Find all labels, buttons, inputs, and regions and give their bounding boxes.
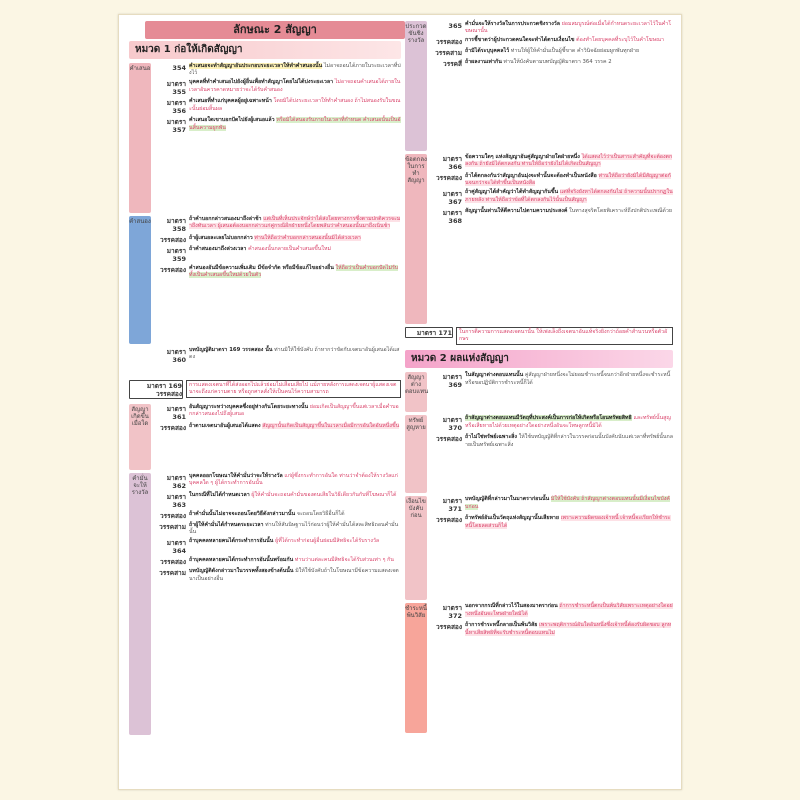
article-text: คู่สัญญาฝ่ายหนึ่งจะไม่ยอมชำระหนี้จนกว่าอีกฝ่ายหนึ่งจะชำระหนี้ หรือขอปฏิบัติการชำระหนี้ก็ได้ <box>465 372 671 386</box>
article-lead: ในสัญญาต่างตอบแทนนั้น <box>465 372 524 379</box>
article-label: มาตรา 362 <box>166 474 186 490</box>
article-row <box>430 37 673 46</box>
article-lead: ถ้าคำมั่นนั้นไม่อาจจะถอนโดยวิธีดังกล่าวมานั้น <box>189 511 296 517</box>
article-label: มาตรา 360 <box>166 348 186 364</box>
article-row <box>154 246 401 263</box>
section-loss <box>405 415 673 493</box>
section-condition <box>405 496 673 600</box>
article-lead: ถ้าสัญญาต่างตอบแทนมีวัตถุที่ประสงค์เป็นการก่อให้เกิดหรือโอนทรัพยสิทธิ <box>465 415 632 422</box>
article-row <box>430 434 673 448</box>
article-row <box>430 372 673 389</box>
section-contest <box>405 21 673 151</box>
article-text: ให้เพ่งเล็งถึงเจตนาอันแท้จริงยิ่งกว่าถ้อยคำสำนวนหรือตัวอักษร <box>459 329 668 343</box>
section-impossible <box>405 603 673 733</box>
right-column <box>405 21 673 736</box>
article-row <box>154 63 401 77</box>
article-lead: ถ้าบุคคลหลายคนได้กระทำการอันนั้นพร้อมกัน <box>189 557 294 564</box>
section-tab <box>129 347 151 377</box>
article-text: ท่านให้ถือว่ายังมิได้มีสัญญาต่อกันจนกว่าจะได้ทำขึ้นเป็นหนังสือ <box>465 173 671 187</box>
article-lead: บทบัญญัติมาตรา 169 วรรคสอง นั้น <box>189 347 273 353</box>
article-lead: ถ้าตามเจตนาอันผู้เสนอได้แสดง <box>189 423 261 429</box>
section-contract-formed <box>129 404 401 470</box>
article-text: ผู้ให้คำมั่นจะถอนคำมั่นของตนเสียในวิธีเดียวกันกับที่โฆษณาก็ได้ <box>251 492 397 498</box>
article-row <box>430 496 673 513</box>
article-text: ได้แสดงไว้ว่าเป็นสาระสำคัญที่จะต้องตกลงกัน ถ้ายังมิได้ตกลงกัน ท่านให้ถือว่ายังไม่ได้เกิดเป็นสัญญา <box>465 154 673 168</box>
article-row <box>154 216 401 233</box>
section-agreement <box>405 154 673 324</box>
article-lead: ถ้าได้ตกลงกันว่าสัญญาอันมุ่งจะทำนั้นจะต้องทำเป็นหนังสือ <box>465 173 597 179</box>
section-tab <box>405 21 427 151</box>
article-text: ท่านมิให้ใช้บังคับ ถ้าหากว่าขัดกับเจตนาอันผู้เสนอได้แสดง <box>189 347 400 361</box>
section-tab <box>405 154 427 324</box>
section-offer <box>129 63 401 213</box>
article-row <box>430 173 673 187</box>
article-lead: คำเสนอที่ทำแก่บุคคลผู้อยู่เฉพาะหน้า <box>189 98 272 105</box>
article-row <box>430 21 673 35</box>
article-row <box>154 538 401 555</box>
section-tab <box>405 415 427 493</box>
article-lead: บุคคลออกโฆษณาให้คำมั่นว่าจะให้รางวัล <box>189 473 283 479</box>
article-row <box>154 557 401 566</box>
article-row <box>154 511 401 520</box>
article-lead: ข้อความใดๆ แห่งสัญญาอันคู่สัญญาฝ่ายใดฝ่ายหนึ่ง <box>465 154 580 160</box>
article-lead: บุคคลที่ทำคำเสนอไปยังผู้อื่นเพื่อทำสัญญาโดยไม่ได้บ่งระยะเวลา <box>189 79 334 86</box>
article-lead: คำสนองอันมีข้อความเพิ่มเติม มีข้อจำกัด หรือมีข้อแก้ไขอย่างอื่น <box>189 265 334 271</box>
article-row <box>430 515 673 529</box>
article-text: ให้ถือว่าเป็นคำบอกปัดไม่รับ ทั้งเป็นคำเสนอขึ้นใหม่ด้วยในตัว <box>189 265 399 279</box>
summary-sheet <box>118 14 682 790</box>
article-label: มาตรา 372 <box>442 604 462 621</box>
article-lead: คำเสนอใดเขาบอกปัดไปยังผู้เสนอแล้ว <box>189 117 275 124</box>
article-lead: ในการตีความการแสดงเจตนานั้น <box>459 329 535 335</box>
section-reward <box>129 473 401 735</box>
article-label: มาตรา 355 <box>166 80 186 97</box>
section-tag: ชำระหนี้พ้นวิสัย <box>405 605 427 620</box>
article-lead: ถ้าไม่ใช่ทรัพย์เฉพาะสิ่ง <box>465 434 517 441</box>
article-lead: ถ้ามิได้ระบุบุคคลไว้ <box>465 48 510 55</box>
section-acceptance <box>129 216 401 344</box>
article-label: มาตรา 370 <box>442 416 462 433</box>
article-row <box>430 154 673 171</box>
article-lead: บทบัญญัติที่กล่าวมาในมาตราก่อนนั้น <box>465 496 550 503</box>
article-row <box>430 208 673 225</box>
article-label: วรรคสอง <box>435 623 462 632</box>
article-lead: ถ้าคำบอกกล่าวสนองมาถึงล่าช้า <box>189 216 262 222</box>
section-tab <box>405 372 427 412</box>
article-row <box>154 522 401 536</box>
article-label: วรรคสอง <box>159 558 186 567</box>
article-label: วรรคสอง <box>435 435 462 444</box>
article-lead: ถ้าคู่สัญญาได้สำคัญว่าได้ทำสัญญากันขึ้น <box>465 189 559 196</box>
article-label: 365 <box>448 22 462 30</box>
article-lead: คำมั่นจะให้รางวัลในการประกวดชิงรางวัล <box>465 21 560 27</box>
article-text: ท่านให้ผู้ให้คำมั่นเป็นผู้ชี้ขาด คำวินิจฉัยย่อมผูกพันทุกฝ่าย <box>510 48 640 55</box>
article-text: ย่อมเกิดเป็นสัญญาขึ้นแต่เวลาเมื่อคำบอกกล่าวสนองไปถึงผู้เสนอ <box>189 404 399 418</box>
article-lead: ถ้าผู้เสนอละเลยไม่บอกกล่าว <box>189 235 253 241</box>
article-text: ในทางสุจริตโดยพิเคราะห์ถึงปกติประเพณีด้วย <box>569 208 672 215</box>
section-tab <box>405 603 427 733</box>
article-lead: ถ้าผู้ให้คำมั่นได้กำหนดระยะเวลา <box>189 522 264 528</box>
article-row <box>129 380 401 399</box>
article-label: มาตรา 366 <box>442 155 462 171</box>
article-row <box>430 415 673 432</box>
article-label: 354 <box>172 64 186 72</box>
section-article-169 <box>129 380 401 401</box>
article-lead: ถ้าบุคคลหลายคนได้กระทำการอันนั้น <box>189 538 274 545</box>
left-column <box>129 21 401 738</box>
article-text: เพราะพฤติการณ์อันใดอันหนึ่งซึ่งเจ้าหนี้ต้องรับผิดชอบ ลูกหนี้หาเสียสิทธิที่จะรับชำระหนี้ตอบแทนไม่ <box>465 622 672 636</box>
article-lead: บทบัญญัติดังกล่าวมาในวรรคทั้งสองข้างต้นนั้น <box>189 568 294 575</box>
article-row <box>430 189 673 206</box>
article-text: ย่อมสมบูรณ์ต่อเมื่อได้กำหนดระยะเวลาไว้ในคำโฆษณานั้น <box>465 21 672 35</box>
section-tab <box>129 404 151 470</box>
article-lead: ถ้าคำสนองมาถึงล่วงเวลา <box>189 246 247 252</box>
article-label: มาตรา 364 <box>166 539 186 556</box>
article-label: วรรคสาม <box>435 49 462 58</box>
article-label: วรรคสอง <box>159 512 186 520</box>
article-row <box>154 79 401 96</box>
article-text: ผู้ที่ได้กระทำก่อนผู้อื่นย่อมมีสิทธิจะได้รับรางวัล <box>275 538 380 545</box>
chapter-heading-2: หมวด 2 ผลแห่งสัญญา <box>405 350 673 368</box>
article-row <box>154 473 401 490</box>
article-label: มาตรา 169 วรรคสอง <box>129 380 183 399</box>
article-lead: ถ้าทรัพย์อันเป็นวัตถุแห่งสัญญานั้นเสียหาย <box>465 515 560 522</box>
article-row <box>154 98 401 115</box>
article-lead: อันสัญญาระหว่างบุคคลซึ่งอยู่ห่างกันโดยระยะทางนั้น <box>189 404 309 410</box>
article-label: วรรคสอง <box>159 266 186 274</box>
article-text: แม้ภายหลังการแสดงเจตนาผู้แสดงเจตนาจะถึงแก่ความตาย หรือถูกศาลสั่งให้เป็นคนไร้ความสามารถ <box>189 382 397 396</box>
article-text: ท่านให้สันนิษฐานไว้ก่อนว่าผู้ให้คำมั่นได้สละสิทธิถอนคำมั่นนั้น <box>189 522 399 536</box>
article-text: มิให้ใช้บังคับถ้าในโฆษณามีข้อความแสดงเจตนาเป็นอย่างอื่น <box>189 568 399 582</box>
article-row <box>154 423 401 432</box>
article-row <box>154 235 401 244</box>
section-tag: ทรัพย์สูญหาย <box>406 417 426 432</box>
article-text: ไม่อาจถอนได้ภายในระยะเวลาที่บ่งไว้ <box>189 63 401 77</box>
article-text: แต่เป็นที่เห็นประจักษ์ว่าได้ส่งโดยทางการซึ่งตามปกติควรจะมาถึงทันเวลา ผู้เสนอต้องบอกกล่าวแก่คู่กรณีอีกฝ่ายหนึ่งโดยพลันว่าคำสนองนั้นมาถึงเนิ่นช้า <box>189 216 401 230</box>
article-label: มาตรา 359 <box>166 247 186 263</box>
article-row <box>154 404 401 421</box>
article-lead: ถ้าผลงานเท่ากัน <box>465 59 502 66</box>
article-row <box>154 568 401 582</box>
article-row <box>430 622 673 636</box>
article-lead: สัญญานั้นท่านให้ตีความไปตามความประสงค์ <box>465 208 568 215</box>
section-tab <box>129 473 151 735</box>
article-text: จะถอนโดยวิธีอื่นก็ได้ <box>296 511 345 517</box>
article-label: วรรคสาม <box>159 523 186 531</box>
article-lead: ในกรณีที่ไม่ได้กำหนดเวลา <box>189 492 250 498</box>
section-tag: ประกวดขันชิงรางวัล <box>405 23 427 44</box>
section-tab <box>129 63 151 213</box>
article-text: ไม่อาจถอนคำเสนอได้ภายในเวลาอันควรคาดหมายว่าจะได้รับคำสนอง <box>189 79 401 93</box>
article-label: วรรคสอง <box>159 236 186 244</box>
section-tag: คำสนอง <box>129 218 151 225</box>
article-row <box>430 59 673 68</box>
article-text: แก่ผู้ซึ่งกระทำการอันใด ท่านว่าจำต้องให้รางวัลแก่บุคคลใด ๆ ผู้ได้กระทำการอันนั้น <box>189 473 398 487</box>
article-lead: นอกจากกรณีที่กล่าวไว้ในสองมาตราก่อน <box>465 603 558 610</box>
article-lead: คำเสนอจะทำสัญญาอันประกอบระยะเวลาให้ทำคำสนองนั้น <box>189 63 323 69</box>
article-label: มาตรา 368 <box>442 209 462 226</box>
article-text: ท่านให้ถือว่าคำบอกกล่าวสนองนั้นมิได้ล่วงเวลา <box>254 235 361 241</box>
article-label: มาตรา 171 <box>405 327 453 338</box>
article-text: คำสนองนั้นกลายเป็นคำเสนอขึ้นใหม่ <box>248 246 331 252</box>
page-title: ลักษณะ 2 สัญญา <box>145 21 405 39</box>
section-tab <box>129 216 151 344</box>
article-row <box>430 603 673 620</box>
section-tag: ข้อตกลงในการทำสัญญา <box>405 156 427 184</box>
article-label: มาตรา 369 <box>442 373 462 390</box>
article-label: วรรคสอง <box>435 516 462 525</box>
article-label: วรรคสอง <box>159 424 186 432</box>
article-text: มิให้ใช้บังคับ ถ้าสัญญาต่างตอบแทนนั้นมีเงื่อนไขบังคับก่อน <box>465 496 670 510</box>
article-row <box>154 265 401 279</box>
article-row <box>405 327 673 345</box>
article-label: มาตรา 357 <box>166 118 186 135</box>
article-lead: การแสดงเจตนาที่ได้ส่งออกไปแล้วย่อมไม่เสื่อมเสียไป <box>189 382 309 388</box>
article-text: เพราะความผิดของเจ้าหนี้ เจ้าหนี้จะเรียกให้ชำระหนี้โดยลดส่วนก็ได้ <box>465 515 671 529</box>
article-text: และทรัพย์นั้นสูญหรือเสียหายไปด้วยเหตุอย่างใดอย่างหนึ่งอันจะโทษลูกหนี้มิได้ <box>465 415 671 429</box>
article-label: วรรคสี่ <box>443 60 462 69</box>
article-text: หรือมิได้สนองรับภายในเวลาที่กำหนด คำเสนอนั้นเป็นอันสิ้นความผูกพัน <box>189 117 401 131</box>
article-row <box>154 492 401 509</box>
article-lead: การชี้ขาดว่าผู้ประกวดคนใดจะทำได้ตามเงื่อนไข <box>465 37 575 44</box>
article-text: ท่านว่าแต่ละคนมีสิทธิจะได้รับส่วนเท่า ๆ กัน <box>294 557 394 564</box>
article-label: วรรคสาม <box>159 569 186 578</box>
article-text: สัญญานั้นเกิดเป็นสัญญาขึ้นในเวลาเมื่อมีการอันใดอันหนึ่งขึ้น <box>262 423 400 429</box>
article-label: มาตรา 371 <box>442 497 462 514</box>
article-text: แต่ที่จริงยังหาได้ตกลงกันไม่ ถ้าความนั้นปรากฏในภายหลัง ท่านให้ถือว่าข้อที่ได้ตกลงกันไว้นั้นเป็นสัญญา <box>465 189 673 203</box>
article-row <box>154 347 401 364</box>
article-label: วรรคสอง <box>435 38 462 47</box>
section-tab <box>405 496 427 600</box>
article-row <box>430 48 673 57</box>
article-label: มาตรา 361 <box>166 405 186 421</box>
article-text: ให้ใช้บทบัญญัติที่กล่าวในวรรคก่อนนั้นบังคับนับแต่เวลาที่ทรัพย์นั้นกลายเป็นทรัพย์เฉพาะสิ่ง <box>465 434 674 448</box>
article-label: มาตรา 358 <box>166 217 186 233</box>
article-label: มาตรา 356 <box>166 99 186 116</box>
article-label: วรรคสอง <box>435 174 462 182</box>
article-text: โดยมิได้บ่งระยะเวลาให้ทำคำสนอง ถ้าไม่สนองรับในขณะนั้นย่อมสิ้นผล <box>189 98 401 112</box>
section-reciprocal <box>405 372 673 412</box>
section-tag: คำเสนอ <box>129 65 151 72</box>
section-article-360 <box>129 347 401 377</box>
article-text: ต้องทำโดยบุคคลที่ระบุไว้ในคำโฆษณา <box>576 37 664 44</box>
article-label: มาตรา 367 <box>442 190 462 207</box>
section-tag: เงื่อนไขบังคับก่อน <box>406 498 426 520</box>
section-tag: คำมั่นจะให้รางวัล <box>131 475 149 496</box>
section-article-171 <box>405 327 673 347</box>
article-lead: ถ้าการชำระหนี้กลายเป็นพ้นวิสัย <box>465 622 538 629</box>
article-label: มาตรา 363 <box>166 493 186 509</box>
chapter-heading-1: หมวด 1 ก่อให้เกิดสัญญา <box>129 41 401 59</box>
article-text: ถ้าการชำระหนี้ตกเป็นพ้นวิสัยเพราะเหตุอย่างใดอย่างหนึ่งอันจะโทษฝ่ายใดมิได้ <box>465 603 673 617</box>
article-text: ท่านให้บังคับตามบทบัญญัติมาตรา 364 วรรค 2 <box>503 59 612 66</box>
section-tag: สัญญาต่างตอบแทน <box>405 374 429 396</box>
section-tag: สัญญาเกิดขึ้นเมื่อใด <box>131 406 149 427</box>
article-row <box>154 117 401 134</box>
